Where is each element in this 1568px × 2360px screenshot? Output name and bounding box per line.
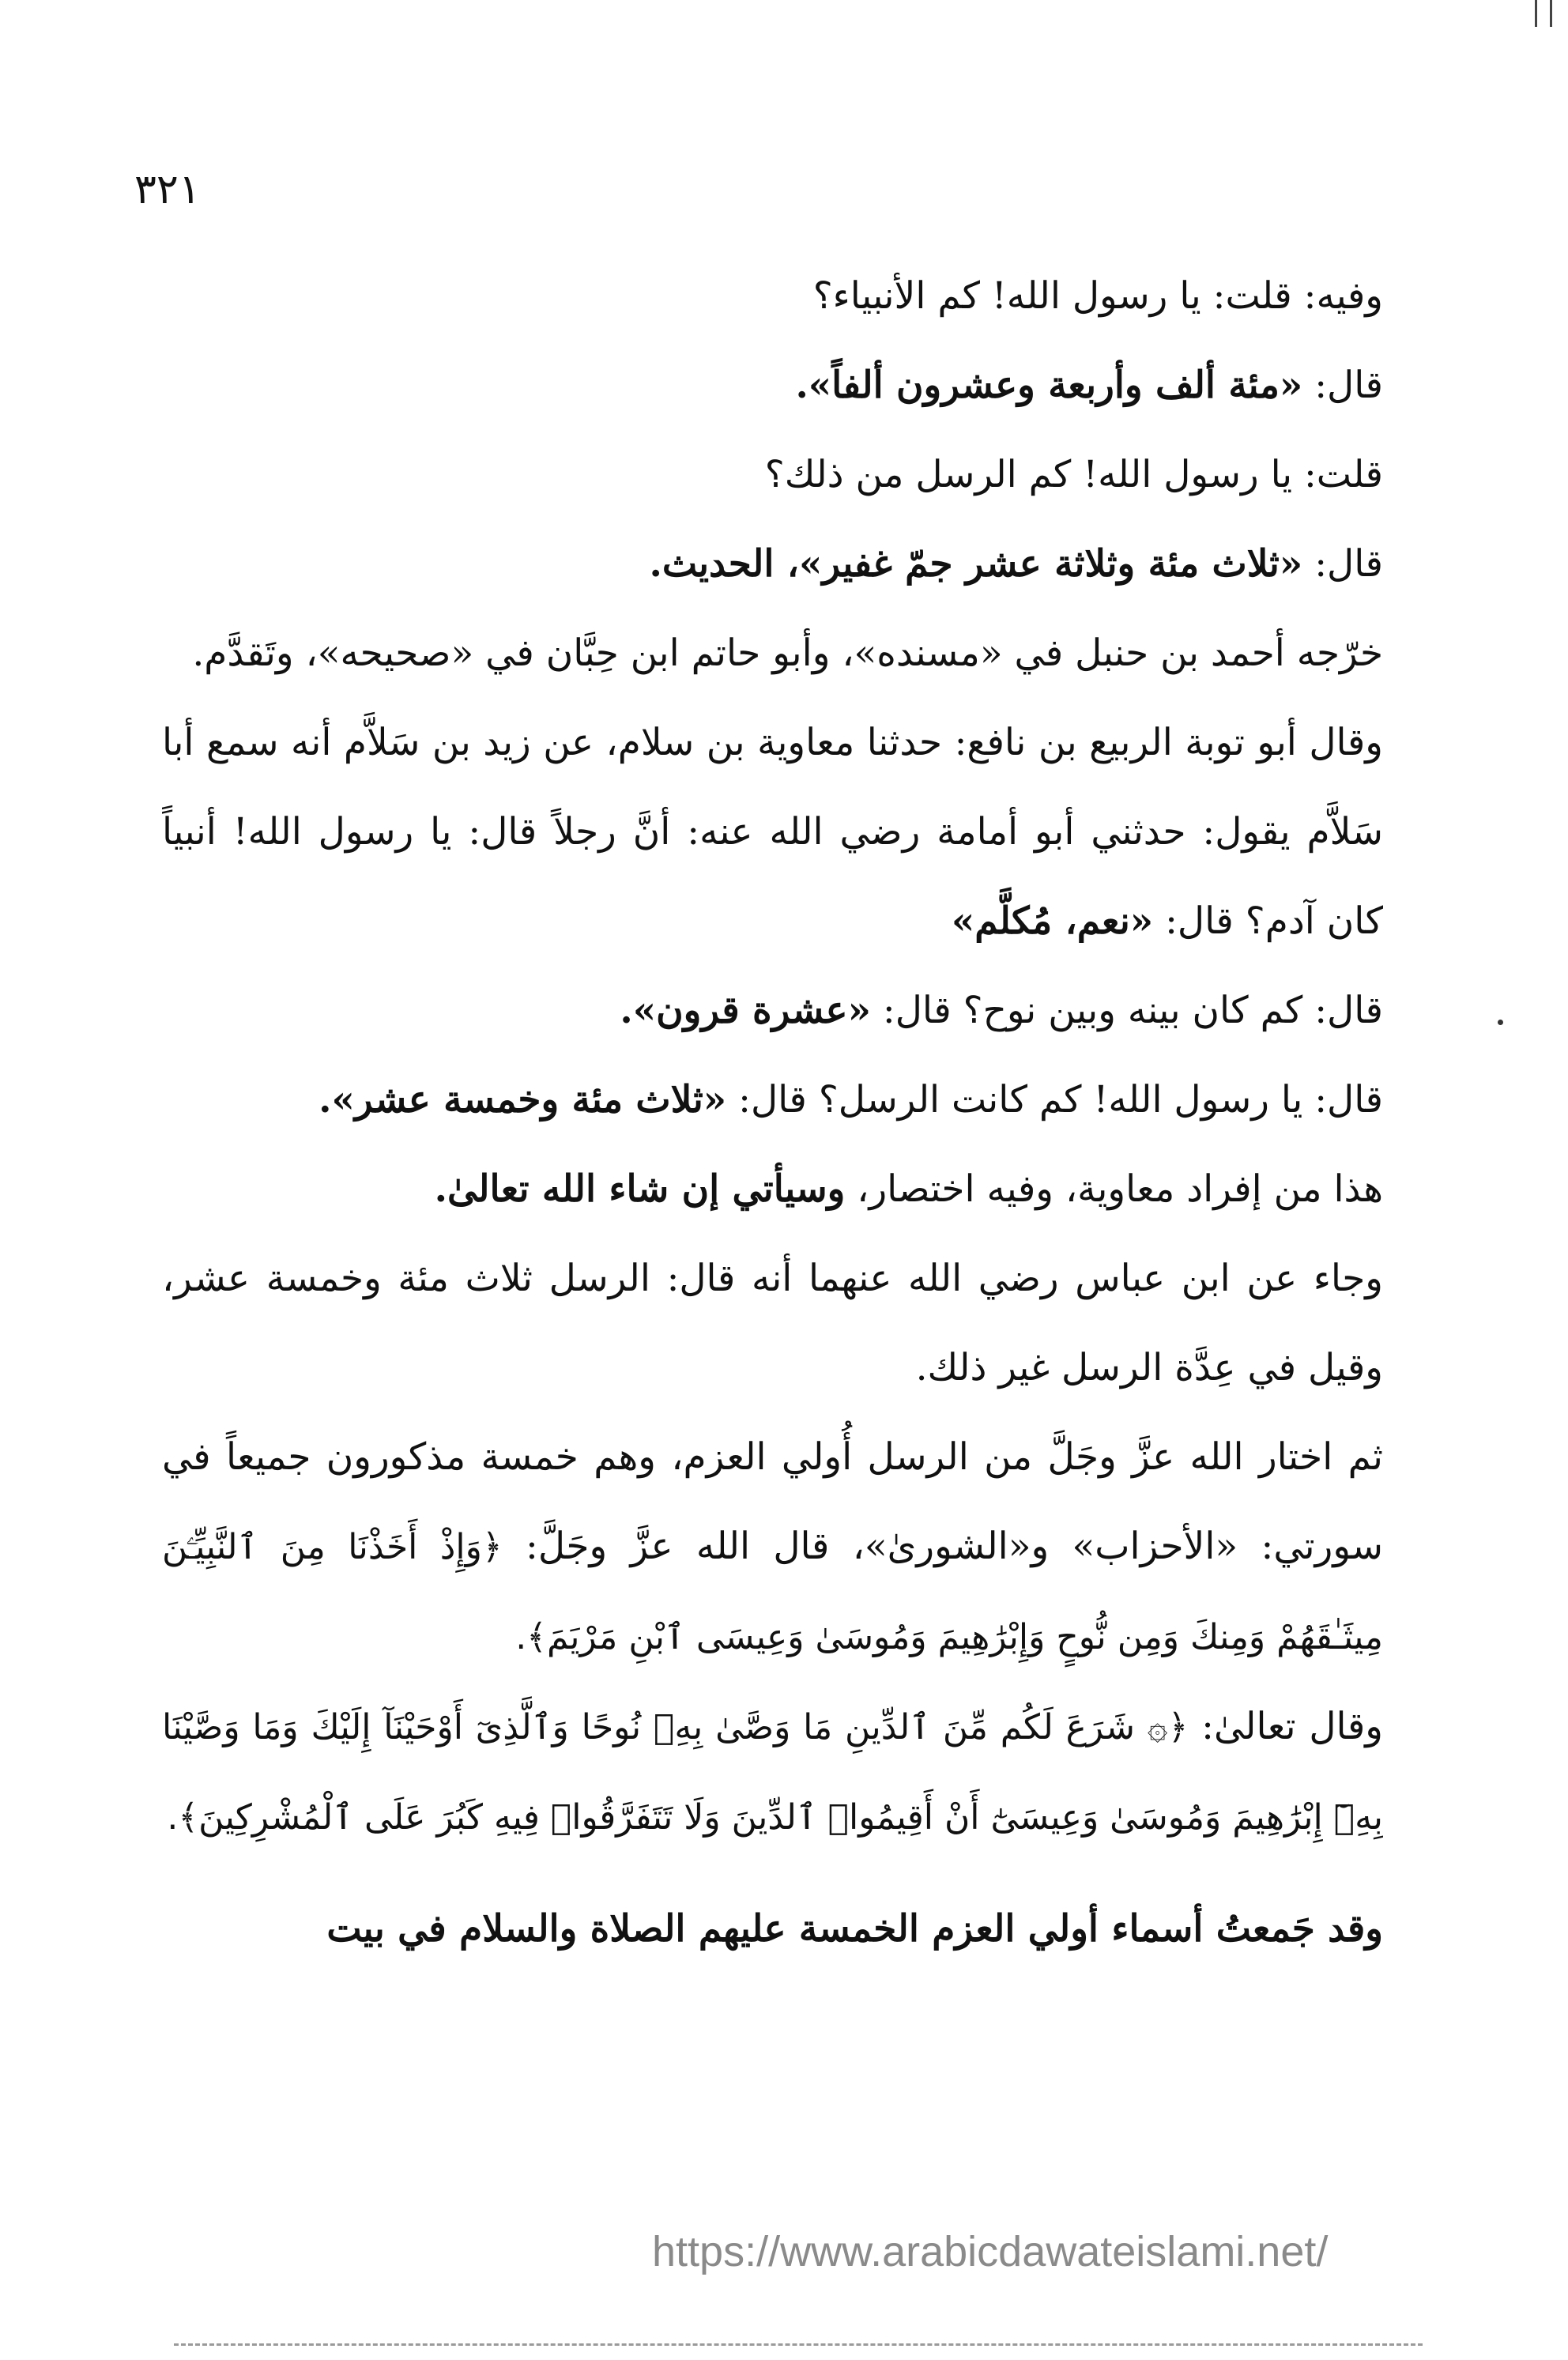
paragraph-4-prefix: قال: bbox=[1302, 542, 1383, 586]
paragraph-1 bbox=[162, 251, 1383, 341]
paragraph-2-quote: «مئة ألف وأربعة وعشرون ألفاً». bbox=[795, 364, 1303, 407]
paragraph-12 bbox=[162, 1682, 1383, 1862]
paragraph-7-prefix: قال: كم كان بينه وبين نوح؟ قال: bbox=[870, 989, 1383, 1032]
paragraph-9 bbox=[162, 1144, 1383, 1234]
source-url-watermark: https://www.arabicdawateislami.net/ bbox=[652, 2228, 1329, 2275]
page-number: ٣٢١ bbox=[134, 166, 201, 213]
paragraph-3 bbox=[162, 430, 1383, 519]
paragraph-6 bbox=[162, 698, 1383, 966]
scan-bottom-edge bbox=[174, 2343, 1423, 2346]
scan-edge-mark bbox=[1535, 0, 1552, 27]
paragraph-10 bbox=[162, 1234, 1383, 1412]
paragraph-4 bbox=[162, 519, 1383, 609]
paragraph-6-text: وقال أبو توبة الربيع بن نافع: حدثنا معاوية بن سلام، عن زيد بن سَلاَّم أنه سمع أبا سَلاَّم يقول: حدثني أبو أمامة رضي الله عنه: أنَّ رجلاً قال: يا رسول الله! أنبياً كان آدم؟ قال: bbox=[162, 721, 1383, 943]
paragraph-8-prefix: قال: يا رسول الله! كم كانت الرسل؟ قال: bbox=[726, 1078, 1383, 1122]
paragraph-6-quote: «نعم، مُكلَّم» bbox=[951, 899, 1154, 943]
paragraph-8 bbox=[162, 1055, 1383, 1144]
paragraph-5-text: خرّجه أحمد بن حنبل في «مسنده»، وأبو حاتم ابن حِبَّان في «صحيحه»، وتَقدَّم. bbox=[192, 631, 1383, 675]
paragraph-13 bbox=[162, 1884, 1383, 1974]
paragraph-11 bbox=[162, 1412, 1383, 1682]
paragraph-13-text: وقد جَمعتُ أسماء أولي العزم الخمسة عليهم الصلاة والسلام في بيت bbox=[326, 1907, 1383, 1951]
page-body bbox=[162, 251, 1383, 2038]
paragraph-2 bbox=[162, 341, 1383, 430]
quran-verse-ahzab: ﴿وَإِذْ أَخَذْنَا مِنَ ٱلنَّبِيِّـۧنَ مِيثَـٰقَهُمْ وَمِنكَ وَمِن نُّوحٍ وَإِبْرَٰهِيمَ وَمُوسَىٰ وَعِيسَى ٱبْنِ مَرْيَمَ﴾. bbox=[162, 1527, 1383, 1657]
paragraph-5 bbox=[162, 609, 1383, 698]
paragraph-4-quote: «ثلاث مئة وثلاثة عشر جمّ غفير»، الحديث. bbox=[649, 542, 1303, 586]
paragraph-9-bold: وسيأتي إن شاء الله تعالىٰ. bbox=[434, 1167, 846, 1211]
paragraph-2-prefix: قال: bbox=[1302, 364, 1383, 407]
paragraph-12-prefix: وقال تعالىٰ: bbox=[1188, 1705, 1383, 1748]
paragraph-10-text: وجاء عن ابن عباس رضي الله عنهما أنه قال: الرسل ثلاث مئة وخمسة عشر، وقيل في عِدَّة الرسل غير ذلك. bbox=[162, 1257, 1383, 1389]
quran-verse-shura: ﴿۞ شَرَعَ لَكُم مِّنَ ٱلدِّينِ مَا وَصَّىٰ بِهِۦ نُوحًا وَٱلَّذِىٓ أَوْحَيْنَآ إِلَيْكَ وَمَا وَصَّيْنَا بِهِۦٓ إِبْرَٰهِيمَ وَمُوسَىٰ وَعِيسَىٰٓ أَنْ أَقِيمُوا۟ ٱلدِّينَ وَلَا تَتَفَرَّقُوا۟ فِيهِ كَبُرَ عَلَى ٱلْمُشْرِكِينَ﴾. bbox=[162, 1707, 1383, 1838]
paragraph-11-text: ثم اختار الله عزَّ وجَلَّ من الرسل أُولي العزم، وهم خمسة مذكورون جميعاً في سورتي: «الأحزاب» و«الشورىٰ»، قال الله عزَّ وجَلَّ: bbox=[162, 1435, 1383, 1568]
paragraph-3-text: قلت: يا رسول الله! كم الرسل من ذلك؟ bbox=[764, 453, 1383, 496]
paragraph-8-quote: «ثلاث مئة وخمسة عشر». bbox=[318, 1078, 727, 1122]
paragraph-1-text: وفيه: قلت: يا رسول الله! كم الأنبياء؟ bbox=[812, 274, 1383, 318]
paragraph-9-prefix: هذا من إفراد معاوية، وفيه اختصار، bbox=[845, 1167, 1383, 1211]
paragraph-7-quote: «عشرة قرون». bbox=[620, 989, 871, 1032]
paragraph-7 bbox=[162, 966, 1383, 1055]
scan-speck bbox=[1498, 1020, 1503, 1025]
